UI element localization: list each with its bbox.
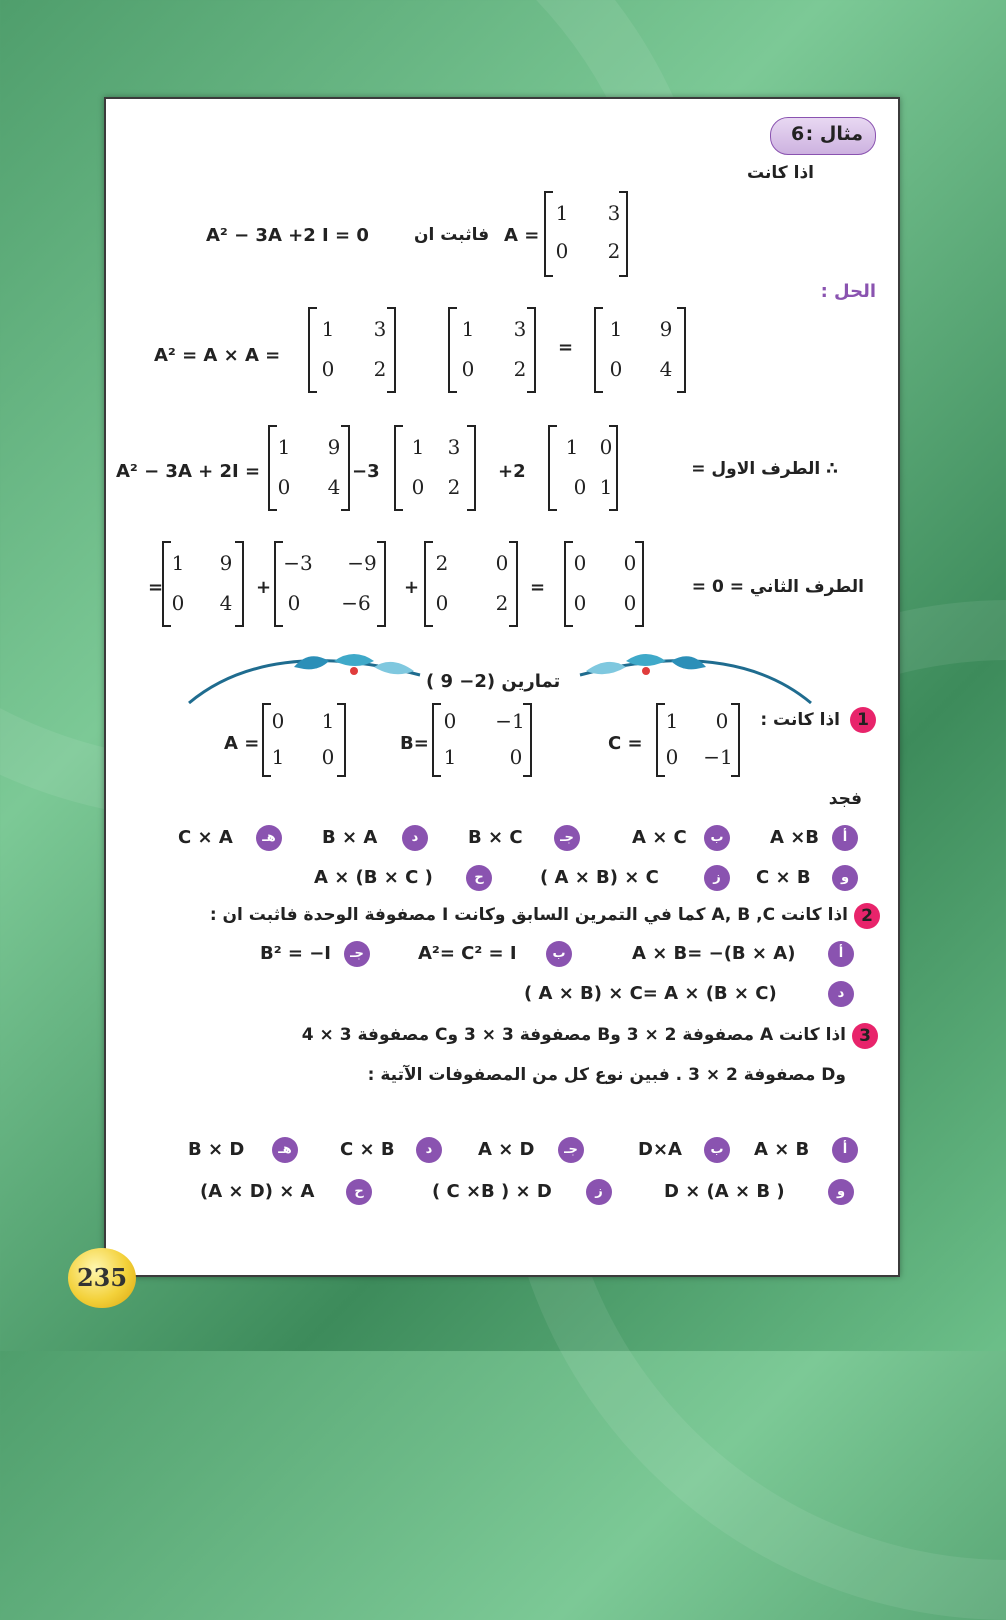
item-badge: ب [546,941,572,967]
matrix-cell: 0 [321,745,335,769]
item-expression: ( C ×B ) × D [432,1181,552,1202]
item-badge: جـ [558,1137,584,1163]
item-badge: ب [704,825,730,851]
matrix-l3a [162,541,244,627]
matrix-l2a [268,425,350,511]
matrix-cell: 0 [411,475,425,499]
item-expression: A²= C² = I [418,943,517,964]
item-badge: جـ [344,941,370,967]
question-2-badge: 2 [854,903,880,929]
matrix-cell: 0 [715,709,729,733]
item-expression: ( A × B) × C [540,867,659,888]
item-expression: A × D [478,1139,535,1160]
item-badge: د [416,1137,442,1163]
q2-text: اذا كانت A, B ,C كما في التمرين السابق وكانت I مصفوفة الوحدة فاثبت ان : [209,905,848,925]
matrix-cell: 0 [623,591,637,615]
matrix-b-label: B= [400,733,429,754]
item-badge: د [402,825,428,851]
matrix-m1 [308,307,396,393]
matrix-a [544,191,628,277]
matrix-cell: 1 [321,317,335,341]
item-expression: C × B [756,867,811,888]
item-badge: و [828,1179,854,1205]
matrix-cell: −1 [703,745,733,769]
matrix-a-label: A = [504,225,540,246]
matrix-cell: 0 [287,591,301,615]
matrix-cell: 0 [461,357,475,381]
matrix-cell: 1 [411,435,425,459]
matrix-l2c [548,425,618,511]
item-expression: B × D [188,1139,245,1160]
matrix-cell: 1 [665,709,679,733]
matrix-cell: 1 [171,551,185,575]
equals-sign: = [530,577,546,598]
example-title-tag [770,117,876,155]
matrix-cell: 0 [495,551,509,575]
item-expression: D × (A × B ) [664,1181,785,1202]
matrix-cell: 2 [495,591,509,615]
matrix-cell: 0 [321,357,335,381]
matrix-c-label: C = [608,733,643,754]
item-badge: أ [828,941,854,967]
matrix-cell: 2 [447,475,461,499]
matrix-cell: 9 [219,551,233,575]
item-badge: و [832,865,858,891]
page-number: 235 [68,1248,136,1308]
item-badge: أ [832,1137,858,1163]
matrix-cell: 1 [565,435,579,459]
matrix-l3b [274,541,386,627]
item-badge: ز [586,1179,612,1205]
question-3-badge: 3 [852,1023,878,1049]
item-badge: أ [832,825,858,851]
q3-line2: وD مصفوفة 2 × 3 . فبين نوع كل من المصفوفات الآتية : [367,1065,846,1085]
find-text: فجد [828,789,862,809]
matrix-cell: 0 [509,745,523,769]
item-expression: C × B [340,1139,395,1160]
item-badge: ز [704,865,730,891]
matrix-cell: 0 [555,239,569,263]
item-expression: (A × D) × A [200,1181,315,1202]
matrix-cell: 0 [443,709,457,733]
matrix-cell: −6 [341,591,371,615]
equals-sign: = [148,577,164,598]
question-1-badge: 1 [850,707,876,733]
matrix-cell: 9 [659,317,673,341]
matrix-cell: 4 [219,591,233,615]
matrix-cell: −1 [495,709,525,733]
matrix-cell: −9 [347,551,377,575]
item-expression: A ×B [770,827,819,848]
matrix-cell: 0 [435,591,449,615]
example-if-text: اذا كانت [747,163,814,183]
matrix-cell: 3 [607,201,621,225]
plus-sign: + [256,577,272,598]
item-expression: D×A [638,1139,682,1160]
matrix-cell: 0 [573,551,587,575]
item-expression: B² = −I [260,943,331,964]
matrix-cell: 1 [277,435,291,459]
matrix-cell: 4 [327,475,341,499]
given-equation: A² − 3A +2 I = 0 [206,225,369,246]
item-badge: ح [346,1179,372,1205]
item-expression: B × C [468,827,523,848]
equals-sign: = [558,337,574,358]
prove-text: فاثبت ان [414,225,490,245]
example-label: مثال : [805,123,863,145]
matrix-cell: 0 [573,475,587,499]
q1-matrix-a [262,703,346,777]
matrix-cell: 0 [171,591,185,615]
solution-line1-lhs: A² = A × A = [154,345,281,366]
matrix-l3c [424,541,518,627]
item-badge: هـ [256,825,282,851]
matrix-cell: 3 [373,317,387,341]
matrix-cell: 1 [271,745,285,769]
item-expression: ( A × B) × C= A × (B × C) [524,983,777,1004]
matrix-l3d [564,541,644,627]
matrix-a-label: A = [224,733,260,754]
ornament-left-icon [184,647,424,707]
item-badge: جـ [554,825,580,851]
q1-matrix-b [432,703,532,777]
matrix-cell: 1 [461,317,475,341]
matrix-cell: 2 [513,357,527,381]
solution-label: الحل : [820,281,876,302]
matrix-cell: −3 [283,551,313,575]
matrix-cell: 0 [599,435,613,459]
matrix-cell: 1 [321,709,335,733]
solution-line2-lhs: A² − 3A + 2I = [116,461,261,482]
plus-sign: + [404,577,420,598]
item-expression: B × A [322,827,378,848]
matrix-cell: 2 [373,357,387,381]
item-expression: A × (B × C ) [314,867,433,888]
second-side-label: الطرف الثاني = 0 = [691,577,864,597]
matrix-l2b [394,425,476,511]
matrix-m2 [448,307,536,393]
matrix-cell: 2 [435,551,449,575]
q1-matrix-c [656,703,740,777]
item-expression: C × A [178,827,233,848]
matrix-cell: 0 [665,745,679,769]
item-badge: د [828,981,854,1007]
ornament-right-icon [576,647,816,707]
matrix-cell: 0 [271,709,285,733]
matrix-cell: 3 [513,317,527,341]
matrix-cell: 9 [327,435,341,459]
item-badge: هـ [272,1137,298,1163]
item-badge: ح [466,865,492,891]
item-expression: A × B= −(B × A) [632,943,796,964]
matrix-cell: 0 [277,475,291,499]
matrix-cell: 1 [609,317,623,341]
plus-two: +2 [498,461,526,482]
textbook-page [104,97,900,1277]
q1-if-text: اذا كانت : [760,710,840,730]
matrix-cell: 1 [555,201,569,225]
matrix-cell: 0 [609,357,623,381]
item-expression: A × B [754,1139,810,1160]
q3-line1: اذا كانت A مصفوفة 2 × 3 وB مصفوفة 3 × 3 وC مصفوفة 3 × 4 [301,1025,846,1045]
matrix-cell: 3 [447,435,461,459]
matrix-cell: 2 [607,239,621,263]
example-number: 6 [791,123,805,145]
item-badge: ب [704,1137,730,1163]
matrix-cell: 0 [573,591,587,615]
matrix-cell: 0 [623,551,637,575]
matrix-cell: 1 [443,745,457,769]
matrix-cell: 4 [659,357,673,381]
minus-three: −3 [352,461,380,482]
exercises-title: تمارين (2− 9 ) [426,671,561,692]
matrix-r1 [594,307,686,393]
item-expression: A × C [632,827,687,848]
matrix-cell: 1 [599,475,613,499]
first-side-label: ∴ الطرف الاول = [691,459,838,479]
